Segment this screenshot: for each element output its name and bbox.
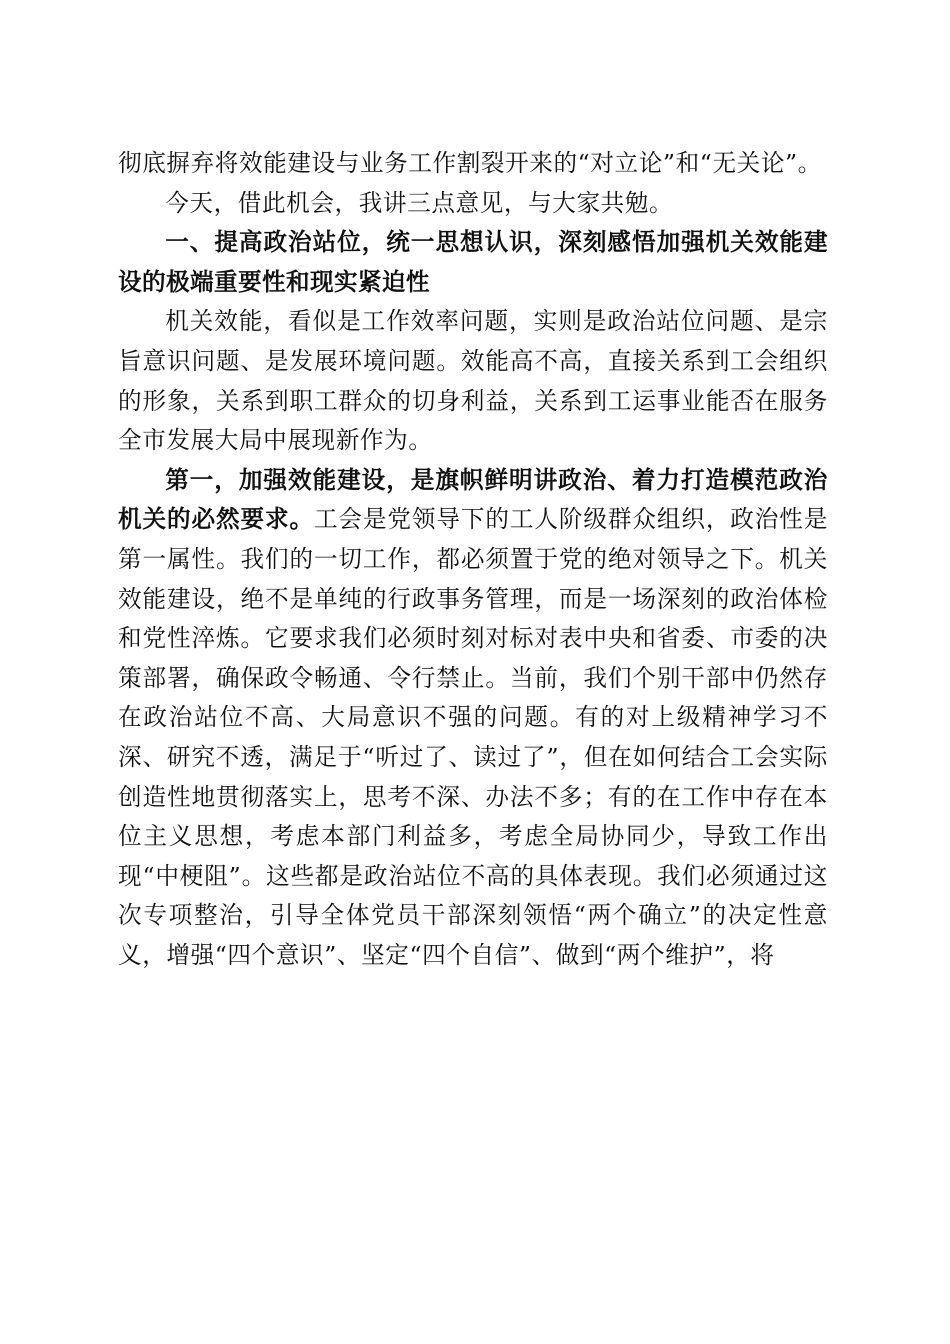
first-point-body: 工会是党领导下的工人阶级群众组织，政治性是第一属性。我们的一切工作，都必须置于党的绝对领导之下。机关效能建设，绝不是单纯的行政事务管理，而是一场深刻的政治体检和党性淬炼。它要求我们必须时刻对标对表中央和省委、市委的决策部署，确保政令畅通、令行禁止。当前，我们个别干部中仍然存在政治站位不高、大局意识不强的问题。有的对上级精神学习不深、研究不透，满足于“听过了、读过了”，但在如何结合工会实际创造性地贯彻落实上，思考不深、办法不多；有的在工作中存在本位主义思想，考虑本部门利益多，考虑全局协同少，导致工作出现“中梗阻”。这些都是政治站位不高的具体表现。我们必须通过这次专项整治，引导全体党员干部深刻领悟“两个确立”的决定性意义，增强“四个意识”、坚定“四个自信”、做到“两个维护”，将 — [118, 505, 828, 969]
document-body — [118, 144, 828, 975]
first-point-lead: 第一，加强效能建设，是旗帜鲜明讲政治、着力打造模范政治机关的必然要求。 — [118, 465, 828, 534]
paragraph-first-point — [118, 461, 828, 976]
paragraph-continuation: 彻底摒弃将效能建设与业务工作割裂开来的“对立论”和“无关论”。 — [118, 149, 822, 177]
paragraph-efficiency: 机关效能，看似是工作效率问题，实则是政治站位问题、是宗旨意识问题、是发展环境问题。效能高不高，直接关系到工会组织的形象，关系到职工群众的切身利益，关系到工运事业能否在服务全市发展大局中展现新作为。 — [118, 307, 828, 455]
section-heading-1: 一、提高政治站位，统一思想认识，深刻感悟加强机关效能建设的极端重要性和现实紧迫性 — [118, 228, 828, 296]
paragraph-intro: 今天，借此机会，我讲三点意见，与大家共勉。 — [165, 188, 674, 217]
